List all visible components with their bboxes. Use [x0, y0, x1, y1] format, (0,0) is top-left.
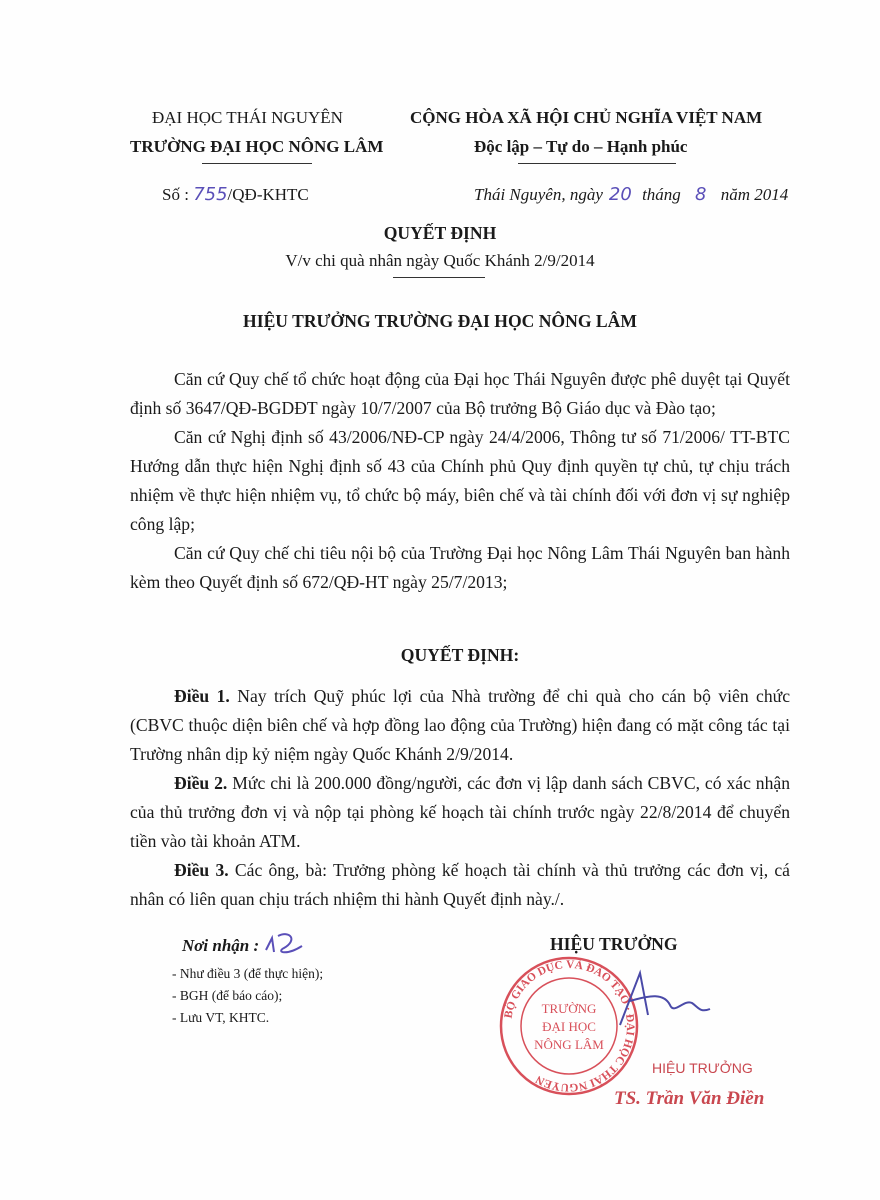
- handwritten-mark: [262, 928, 308, 962]
- handwritten-signature: [600, 965, 720, 1035]
- date-line: Thái Nguyên, ngày 20 tháng 8 năm 2014: [474, 184, 789, 205]
- stamp-inner-line: ĐẠI HỌC: [542, 1019, 596, 1034]
- signatory-name: TS. Trần Văn Điền: [614, 1088, 765, 1109]
- national-motto: Độc lập – Tự do – Hạnh phúc: [474, 137, 688, 156]
- recipients-list: [172, 963, 323, 1029]
- preamble-paragraph: Căn cứ Quy chế tổ chức hoạt động của Đại học Thái Nguyên được phê duyệt tại Quyết định số 3647/QĐ-BGDĐT ngày 10/7/2007 của Bộ trưởng Bộ Giáo dục và Đào tạo;: [130, 369, 790, 418]
- stamp-outer-text: BỘ GIÁO DỤC VÀ ĐÀO TẠO · ĐẠI HỌC THÁI NGUYÊN: [502, 958, 637, 1094]
- recipient-item: - Lưu VT, KHTC.: [172, 1010, 270, 1025]
- school-underline: [202, 163, 312, 164]
- handwritten-day: 20: [608, 184, 632, 205]
- handwritten-number: 755: [193, 184, 228, 205]
- document-title: QUYẾT ĐỊNH: [383, 223, 497, 243]
- stamp-inner-line: NÔNG LÂM: [534, 1037, 604, 1052]
- subject-underline: [393, 277, 485, 278]
- issuing-authority: HIỆU TRƯỞNG TRƯỜNG ĐẠI HỌC NÔNG LÂM: [243, 311, 637, 331]
- preamble: [130, 365, 790, 597]
- school-name: TRƯỜNG ĐẠI HỌC NÔNG LÂM: [130, 137, 384, 156]
- article-2: Điều 2. Mức chi là 200.000 đồng/người, các đơn vị lập danh sách CBVC, có xác nhận của thủ trưởng đơn vị và nộp tại phòng kế hoạch tài chính trước ngày 22/8/2014 để chuyển tiền vào tài khoản ATM.: [130, 773, 791, 851]
- recipients-label: Nơi nhận :: [182, 936, 260, 955]
- country-name: CỘNG HÒA XÃ HỘI CHỦ NGHĨA VIỆT NAM: [410, 108, 763, 127]
- recipient-item: - Như điều 3 (để thực hiện);: [172, 966, 324, 981]
- recipient-item: - BGH (để báo cáo);: [172, 988, 283, 1003]
- decision-heading: QUYẾT ĐỊNH:: [400, 645, 520, 665]
- document-subject: V/v chi quà nhân ngày Quốc Khánh 2/9/2014: [285, 251, 595, 270]
- ministry-name: ĐẠI HỌC THÁI NGUYÊN: [152, 108, 343, 127]
- signature-title: HIỆU TRƯỞNG: [550, 934, 678, 954]
- article-1: Điều 1. Nay trích Quỹ phúc lợi của Nhà trường để chi quà cho cán bộ viên chức (CBVC thuộc diện biên chế và hợp đồng lao động của Trường) hiện đang có mặt công tác tại Trường nhân dịp kỷ niệm ngày Quốc Khánh 2/9/2014.: [130, 686, 790, 764]
- document-number: Số : 755/QĐ-KHTC: [162, 184, 309, 205]
- motto-underline: [518, 163, 676, 164]
- preamble-paragraph: Căn cứ Nghị định số 43/2006/NĐ-CP ngày 24/4/2006, Thông tư số 71/2006/ TT-BTC Hướng dẫn thực hiện Nghị định số 43 của Chính phủ Quy định quyền tự chủ, tự chịu trách nhiệm về thực hiện nhiệm vụ, tổ chức bộ máy, biên chế và tài chính đối với đơn vị sự nghiệp công lập;: [130, 427, 790, 534]
- handwritten-month: 8: [695, 184, 707, 205]
- stamp-inner-line: TRƯỜNG: [541, 1001, 597, 1016]
- preamble-paragraph: Căn cứ Quy chế chi tiêu nội bộ của Trường Đại học Nông Lâm Thái Nguyên ban hành kèm theo Quyết định số 672/QĐ-HT ngày 25/7/2013;: [130, 543, 790, 592]
- article-3: Điều 3. Các ông, bà: Trưởng phòng kế hoạch tài chính và thủ trưởng các đơn vị, cá nhân có liên quan chịu trách nhiệm thi hành Quyết định này./.: [130, 860, 790, 909]
- articles: [130, 682, 790, 914]
- stamp-title: HIỆU TRƯỞNG: [652, 1060, 753, 1076]
